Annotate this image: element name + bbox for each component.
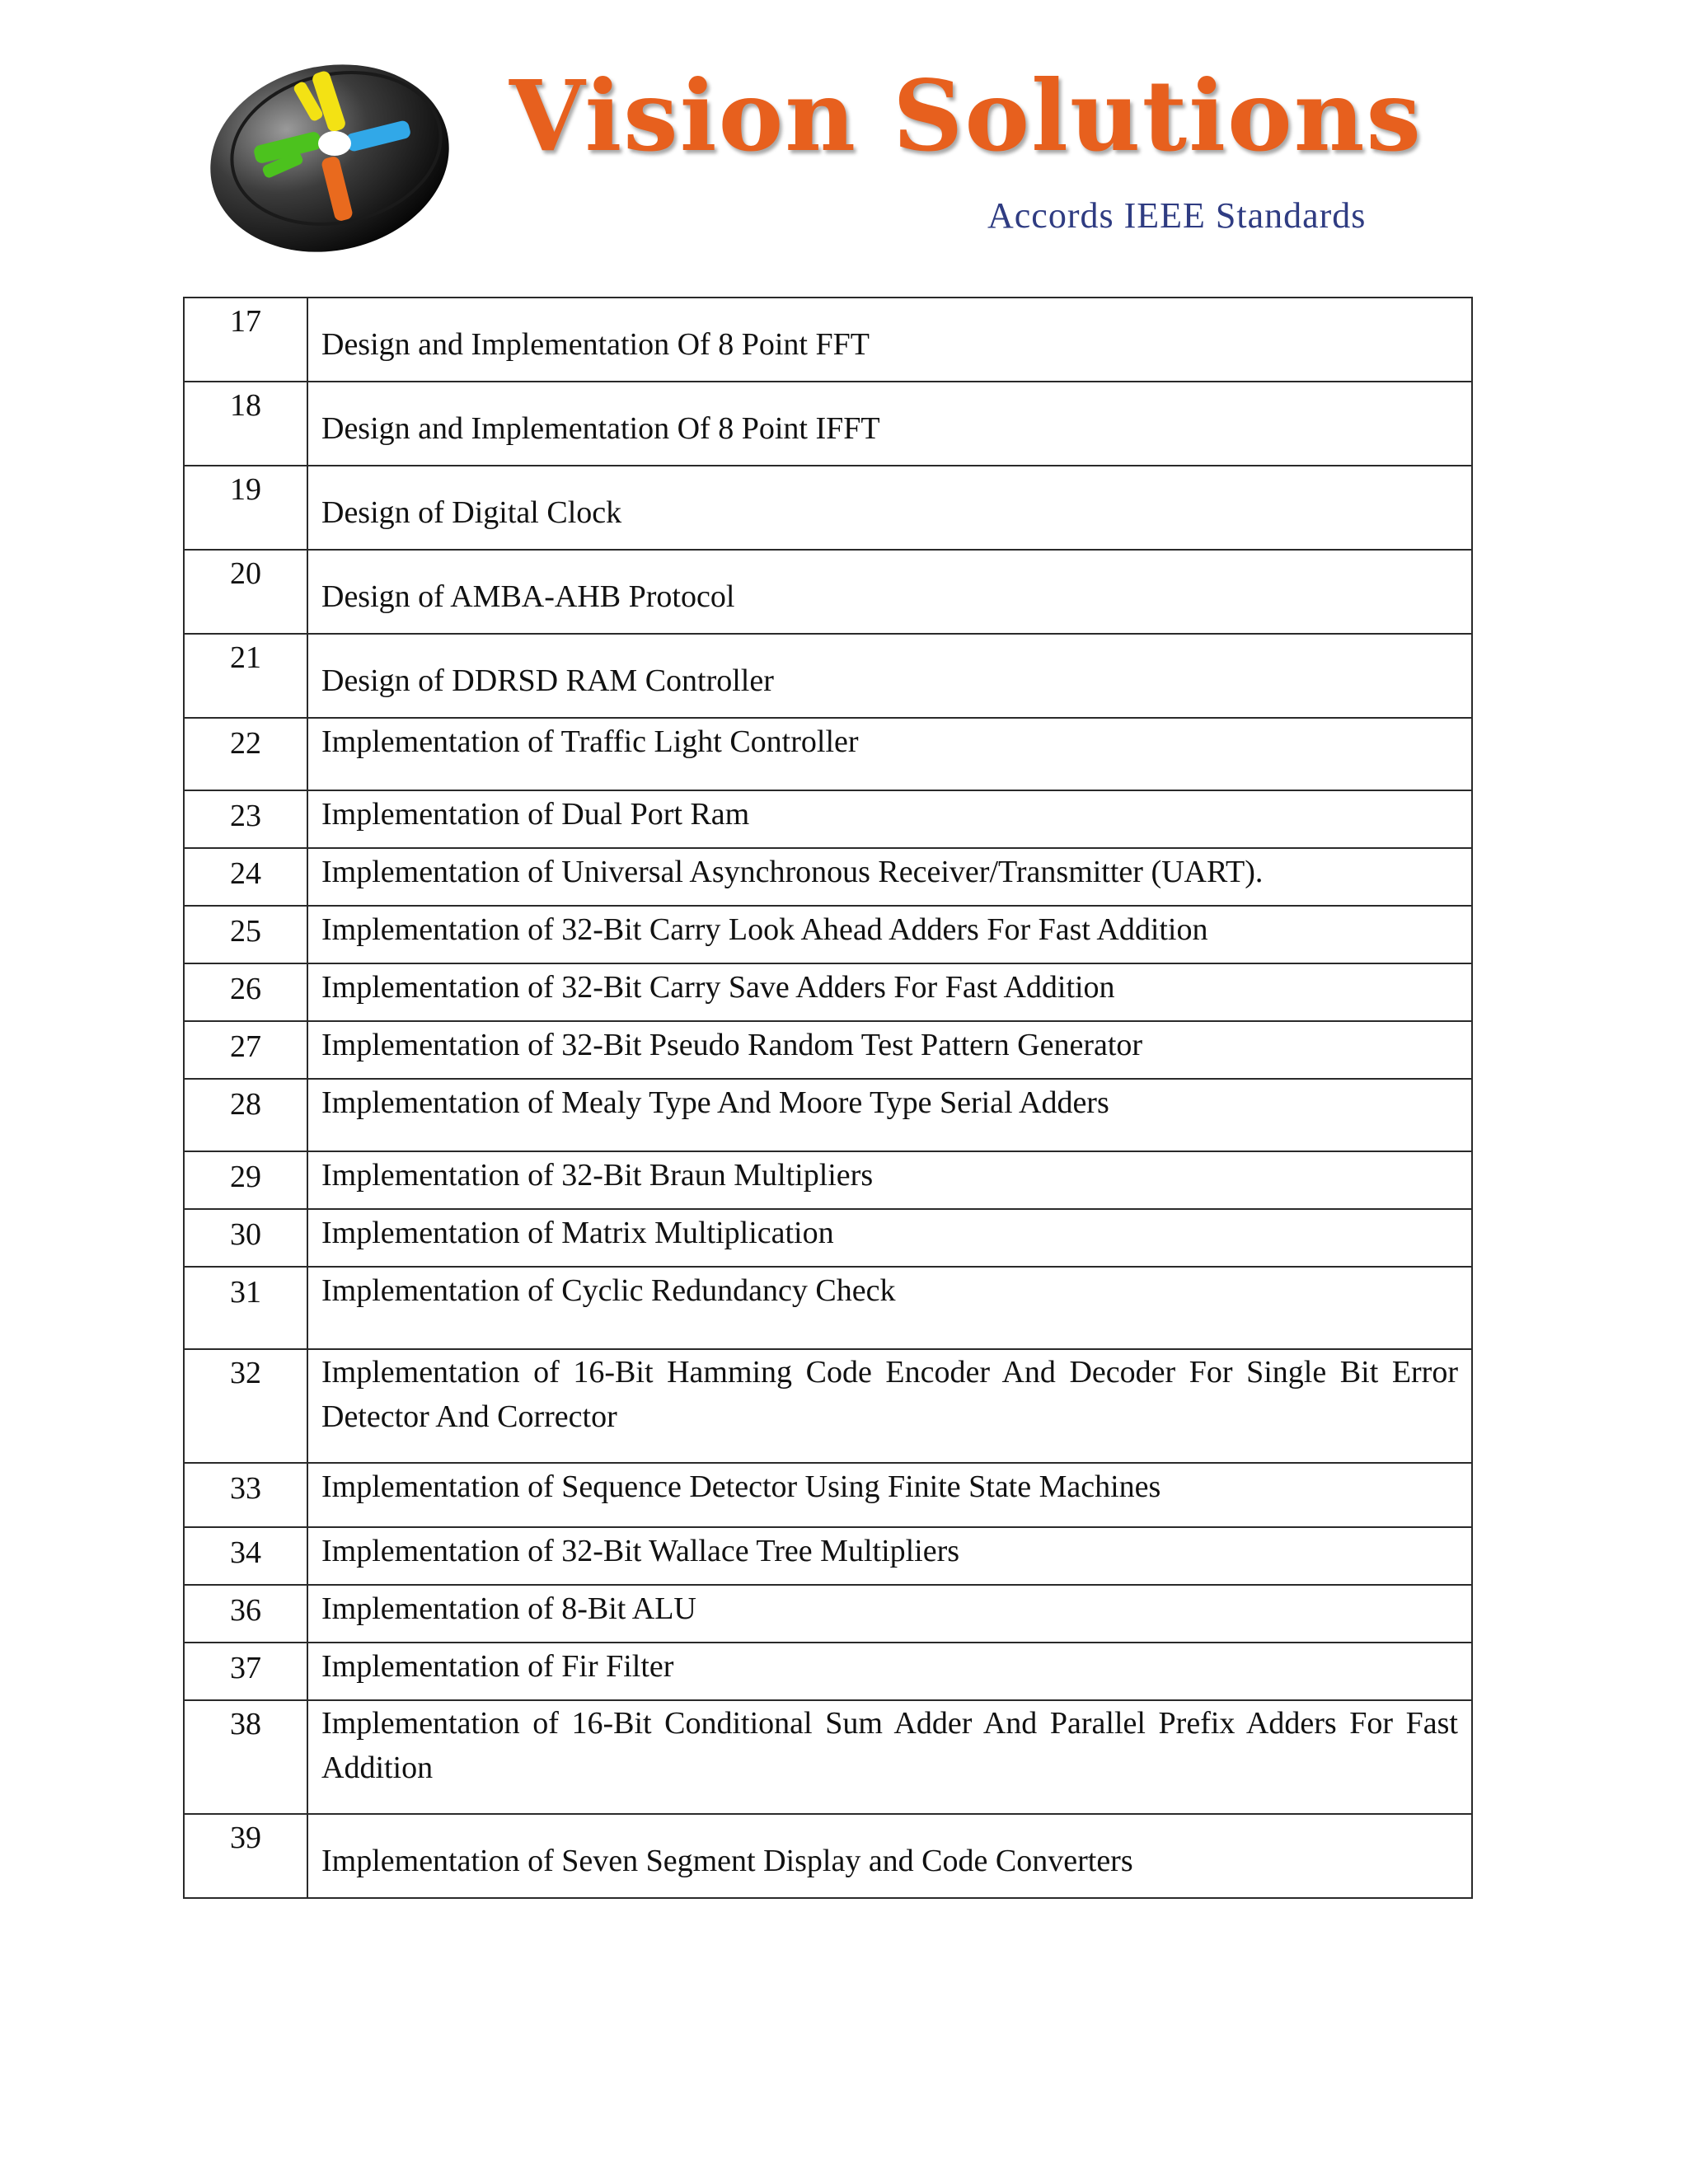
table-row: [184, 1527, 1472, 1585]
table-row: [184, 466, 1472, 550]
row-number: 39: [230, 1821, 261, 1855]
row-number: 23: [230, 799, 261, 833]
row-number: 33: [230, 1471, 261, 1506]
project-title: Implementation of Fir Filter: [321, 1649, 674, 1684]
project-title: Design of Digital Clock: [321, 495, 622, 530]
project-title: Implementation of 32-Bit Pseudo Random Test Pattern Generator: [321, 1028, 1143, 1062]
row-number: 36: [230, 1593, 261, 1628]
project-title: Design of DDRSD RAM Controller: [321, 663, 774, 698]
table-row: [184, 963, 1472, 1021]
project-title: Implementation of Sequence Detector Using Finite State Machines: [321, 1469, 1161, 1504]
table-row: [184, 550, 1472, 634]
row-number: 20: [230, 556, 261, 591]
project-title: Implementation of Cyclic Redundancy Check: [321, 1273, 896, 1308]
row-number: 29: [230, 1160, 261, 1194]
project-list-table: [183, 297, 1473, 1899]
project-title: Implementation of 8-Bit ALU: [321, 1591, 696, 1626]
row-number: 22: [230, 726, 261, 761]
project-title: Design and Implementation Of 8 Point IFFT: [321, 411, 880, 446]
brand-name: Vision Solutions: [509, 59, 1423, 173]
table-row: [184, 790, 1472, 848]
project-title: Implementation of 32-Bit Carry Look Ahead Adders For Fast Addition: [321, 912, 1208, 947]
table-row: [184, 1079, 1472, 1151]
row-number: 17: [230, 304, 261, 339]
row-number: 25: [230, 914, 261, 949]
table-row: [184, 634, 1472, 718]
project-title: Design and Implementation Of 8 Point FFT: [321, 327, 870, 362]
row-number: 30: [230, 1217, 261, 1252]
table-row: [184, 1021, 1472, 1079]
project-title: Implementation of Dual Port Ram: [321, 797, 750, 832]
project-title: Implementation of Traffic Light Controller: [321, 724, 859, 759]
project-title: Implementation of 16-Bit Hamming Code Encoder And Decoder For Single Bit Error Detector And Corrector: [321, 1355, 1458, 1434]
row-number: 31: [230, 1275, 261, 1310]
row-number: 26: [230, 972, 261, 1006]
table-row: [184, 298, 1472, 382]
table-row: [184, 718, 1472, 790]
table-row: [184, 1585, 1472, 1643]
row-number: 18: [230, 388, 261, 423]
table-row: [184, 848, 1472, 906]
row-number: 34: [230, 1535, 261, 1570]
row-number: 38: [230, 1707, 261, 1741]
row-number: 27: [230, 1029, 261, 1064]
row-number: 21: [230, 640, 261, 675]
table-row: [184, 382, 1472, 466]
row-number: 19: [230, 472, 261, 507]
table-row: [184, 1700, 1472, 1814]
brand-tagline: Accords IEEE Standards: [987, 195, 1367, 236]
table-row: [184, 1267, 1472, 1349]
project-title: Implementation of 32-Bit Wallace Tree Multipliers: [321, 1534, 960, 1568]
table-row: [184, 1643, 1472, 1700]
table-row: [184, 1209, 1472, 1267]
project-title: Implementation of 32-Bit Braun Multipliers: [321, 1158, 874, 1193]
table-row: [184, 1151, 1472, 1209]
project-title: Implementation of Seven Segment Display and Code Converters: [321, 1844, 1133, 1878]
vision-solutions-logo-icon: [204, 51, 452, 257]
table-row: [184, 1814, 1472, 1898]
table-row: [184, 1349, 1472, 1463]
row-number: 28: [230, 1087, 261, 1122]
project-title: Implementation of 16-Bit Conditional Sum Adder And Parallel Prefix Adders For Fast Addition: [321, 1706, 1458, 1785]
table-row: [184, 906, 1472, 963]
row-number: 24: [230, 856, 261, 891]
project-title: Implementation of 32-Bit Carry Save Adders For Fast Addition: [321, 970, 1115, 1005]
page-header: [0, 0, 1688, 272]
project-title: Design of AMBA-AHB Protocol: [321, 579, 735, 614]
project-title: Implementation of Universal Asynchronous Receiver/Transmitter (UART).: [321, 855, 1264, 889]
row-number: 32: [230, 1356, 261, 1390]
table-row: [184, 1463, 1472, 1527]
project-title: Implementation of Mealy Type And Moore Type Serial Adders: [321, 1085, 1109, 1120]
row-number: 37: [230, 1651, 261, 1685]
project-title: Implementation of Matrix Multiplication: [321, 1216, 834, 1250]
